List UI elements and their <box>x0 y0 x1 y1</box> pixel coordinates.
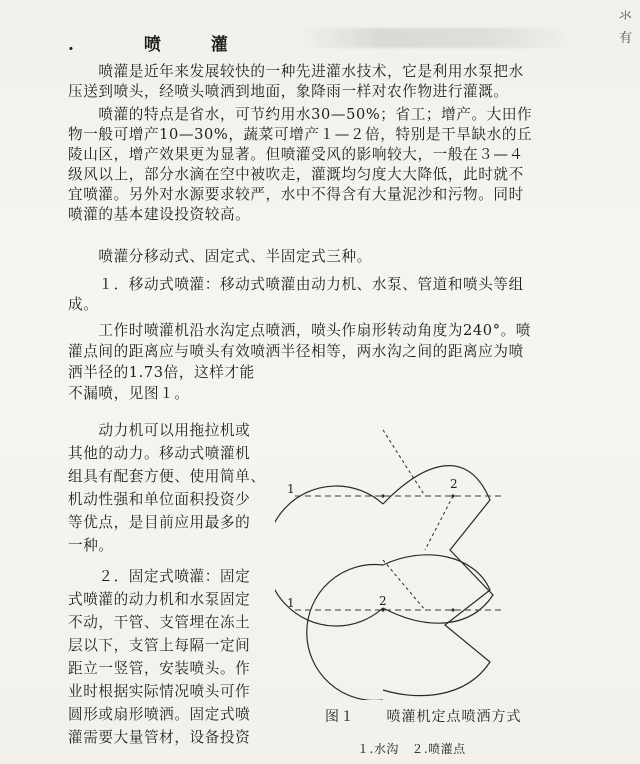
paragraph-power <box>68 419 266 557</box>
spray-point <box>451 494 454 497</box>
text-line: 层以下，支管上每隔一定间 <box>68 637 251 654</box>
text-line: 圆形或扇形喷洒。固定式喷 <box>68 706 251 723</box>
title-bullet: . <box>68 35 76 55</box>
radius-line <box>383 560 425 610</box>
text-line: 不动，干管、支管埋在冻土 <box>68 614 251 631</box>
margin-mark-2: 有 <box>618 31 632 46</box>
spray-point <box>451 608 454 611</box>
bleed-through-shadow <box>300 28 570 48</box>
title-char-1: 喷 <box>143 35 163 55</box>
figure-caption-label: 图１ <box>325 709 355 725</box>
text-line: 喷灌的特点是省水，可节约用水30—50%；省工；增产。大田作 <box>68 106 533 123</box>
spray-arc-top-right <box>383 466 493 624</box>
text-line: 机动性强和单位面积投资少 <box>68 491 251 508</box>
spray-pattern-svg <box>275 400 575 700</box>
text-line: １．移动式喷灌：移动式喷灌由动力机、水泵、管道和喷头等组 <box>68 276 524 293</box>
text-line: ２．固定式喷灌：固定 <box>68 568 251 585</box>
paragraph-features <box>68 105 532 225</box>
margin-marks <box>619 6 632 50</box>
section-title <box>68 30 230 55</box>
text-line: 压送到喷头，经喷头喷洒到地面，象降雨一样对农作物进行灌溉。 <box>68 83 509 100</box>
paragraph-fixed <box>68 565 250 749</box>
paragraph-intro <box>68 62 524 102</box>
text-line: 宜喷灌。另外对水源要求较严，水中不得含有大量泥沙和污物。同时 <box>68 186 524 203</box>
figure-1-diagram <box>275 400 575 720</box>
paragraph-types <box>68 247 372 267</box>
radius-line <box>383 430 425 496</box>
text-line: 其他的动力。移动式喷灌机 <box>68 445 251 462</box>
text-line: 不漏喷，见图１。 <box>68 385 190 402</box>
spray-point <box>381 494 384 497</box>
text-line: 距立一竖管，安装喷头。作 <box>68 660 251 677</box>
figure-caption <box>325 706 521 726</box>
margin-mark-1: 氺 <box>618 9 632 24</box>
text-line: 灌点间的距离应与喷头有效喷洒半径相等，两水沟之间的距离应为喷 <box>68 343 524 360</box>
text-line: 业时根据实际情况喷头可作 <box>68 683 251 700</box>
text-line: 洒半径的1.73倍，这样才能 <box>68 364 255 381</box>
text-line: 组具有配套方便、使用简单、 <box>68 468 266 485</box>
fig-label-2: 2 <box>450 477 458 491</box>
text-line: 级风以上，部分水滴在空中被吹走，灌溉均匀度大大降低，此时就不 <box>68 166 524 183</box>
text-line: 灌需要大量管材，设备投资 <box>68 729 251 746</box>
spray-point <box>381 608 384 611</box>
paragraph-mobile <box>68 275 524 315</box>
title-char-2: 灌 <box>210 35 230 55</box>
text-line: 陵山区，增产效果更为显著。但喷灌受风的影响较大，一般在３—４ <box>68 146 524 163</box>
spray-arc-bottom-left <box>307 565 383 701</box>
text-line: 喷灌分移动式、固定式、半固定式三种。 <box>68 248 372 265</box>
text-line: 一种。 <box>68 537 114 554</box>
fig-label-2-lower: 2 <box>379 594 387 608</box>
text-line: 式喷灌的动力机和水泵固定 <box>68 591 251 608</box>
text-line: 动力机可以用拖拉机或 <box>68 422 251 439</box>
text-line: 喷灌的基本建设投资较高。 <box>68 206 251 223</box>
text-line: 工作时喷灌机沿水沟定点喷洒，喷头作扇形转动角度为240°。喷 <box>68 322 531 339</box>
fig-label-1-lower: 1 <box>287 596 295 610</box>
text-line: 等优点，是目前应用最多的 <box>68 514 251 531</box>
fig-label-1: 1 <box>287 482 295 496</box>
figure-legend: １.水沟 ２.喷灌点 <box>357 742 466 756</box>
text-line: 成。 <box>68 296 99 313</box>
radius-line <box>425 496 453 550</box>
paragraph-operation <box>68 320 531 404</box>
text-line: 物一般可增产10—30%，蔬菜可增产１—２倍，特别是干旱缺水的丘 <box>68 126 533 143</box>
text-line: 喷灌是近年来发展较快的一种先进灌水技术，它是利用水泵把水 <box>68 63 524 80</box>
figure-caption-text: 喷灌机定点喷洒方式 <box>386 709 522 725</box>
